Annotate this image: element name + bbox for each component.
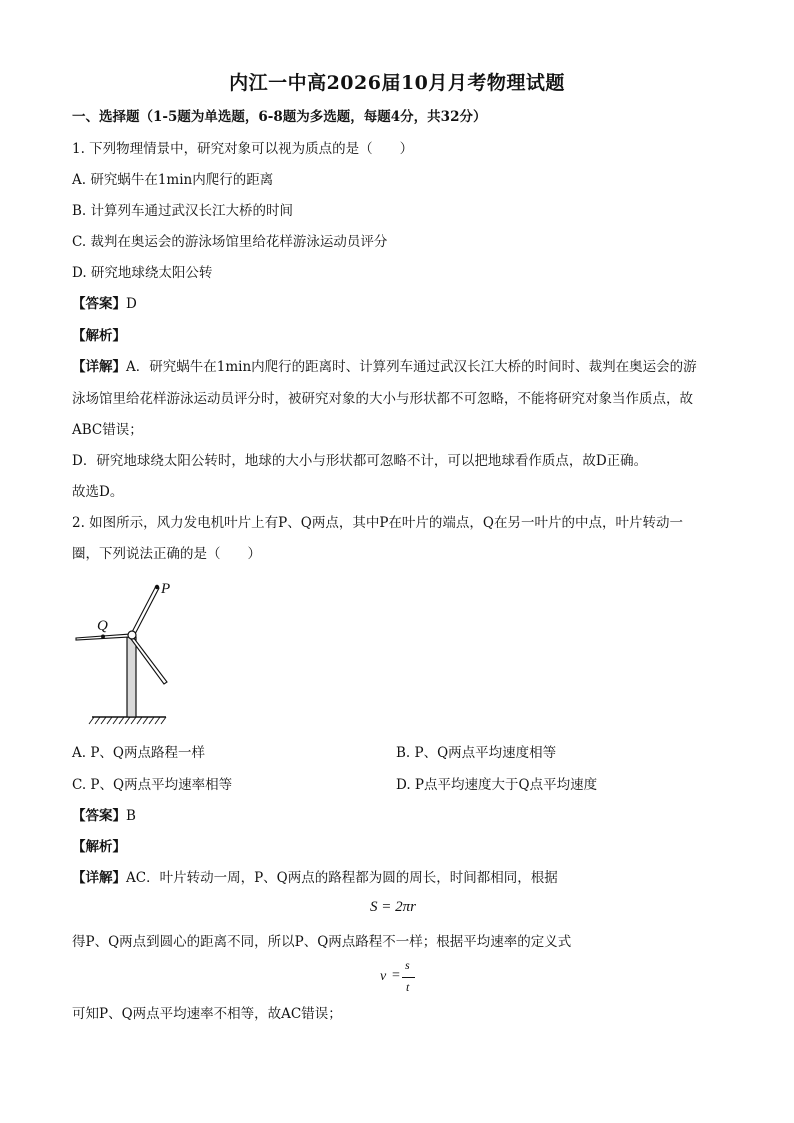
formula-average-speed <box>380 958 432 998</box>
point-q-label: Q <box>97 618 108 634</box>
q2-detail-line: 得P、Q两点到圆心的距离不同，所以P、Q两点路程不一样；根据平均速率的定义式 <box>72 934 572 950</box>
q1-detail-line: 泳场馆里给花样游泳运动员评分时，被研究对象的大小与形状都不可忽略，不能将研究对象当作质点，故 <box>72 391 693 407</box>
q2-answer <box>72 807 136 825</box>
detail-tag: 【详解】 <box>72 870 126 886</box>
q2-option-d: D. P点平均速度大于Q点平均速度 <box>396 777 598 793</box>
formula-lhs: v <box>380 969 387 984</box>
q1-detail-line <box>72 358 697 376</box>
q1-detail-line: 故选D。 <box>72 484 124 500</box>
formula-circumference: S = 2πr <box>370 899 416 915</box>
q2-analysis-tag: 【解析】 <box>72 839 126 855</box>
fraction-bar <box>402 977 415 978</box>
q2-stem: 2. 如图所示，风力发电机叶片上有P、Q两点，其中P在叶片的端点，Q在另一叶片的中点，叶片转动一 <box>72 515 683 531</box>
q1-option-b: B. 计算列车通过武汉长江大桥的时间 <box>72 203 294 219</box>
detail-text: AC．叶片转动一周，P、Q两点的路程都为圆的周长，时间都相同，根据 <box>126 870 558 886</box>
q1-detail-line: ABC错误； <box>72 422 143 438</box>
detail-text: A．研究蜗牛在1min内爬行的距离时、计算列车通过武汉长江大桥的时间时、裁判在奥运会的游 <box>126 359 697 375</box>
q1-option-d: D. 研究地球绕太阳公转 <box>72 265 213 281</box>
q1-option-a: A. 研究蜗牛在1min内爬行的距离 <box>72 172 274 188</box>
formula-numerator: s <box>405 958 410 972</box>
answer-value: B <box>126 808 136 824</box>
section-heading: 一、选择题（1-5题为单选题，6-8题为多选题，每题4分，共32分） <box>72 109 487 125</box>
answer-tag: 【答案】 <box>72 808 126 824</box>
q1-stem: 1. 下列物理情景中，研究对象可以视为质点的是（ ） <box>72 141 414 157</box>
q1-detail-line: D．研究地球绕太阳公转时，地球的大小与形状都可忽略不计，可以把地球看作质点，故D正确。 <box>72 453 648 469</box>
q2-option-a: A. P、Q两点路程一样 <box>72 745 205 761</box>
q1-answer <box>72 295 137 313</box>
q2-stem: 圈，下列说法正确的是（ ） <box>72 546 261 562</box>
q2-option-c: C. P、Q两点平均速率相等 <box>72 777 233 793</box>
q2-detail-line: 可知P、Q两点平均速率不相等，故AC错误； <box>72 1006 342 1022</box>
formula-equals: = <box>392 968 400 983</box>
detail-tag: 【详解】 <box>72 359 126 375</box>
wind-turbine-figure <box>70 578 180 728</box>
answer-tag: 【答案】 <box>72 296 126 312</box>
q2-option-b: B. P、Q两点平均速度相等 <box>396 745 557 761</box>
q2-detail-line <box>72 869 558 887</box>
q1-analysis-tag: 【解析】 <box>72 328 126 344</box>
formula-denominator: t <box>406 980 410 994</box>
page-title: 内江一中高2026届10月月考物理试题 <box>229 72 565 94</box>
answer-value: D <box>126 296 137 312</box>
point-p-label: P <box>161 581 171 597</box>
q1-option-c: C. 裁判在奥运会的游泳场馆里给花样游泳运动员评分 <box>72 234 388 250</box>
